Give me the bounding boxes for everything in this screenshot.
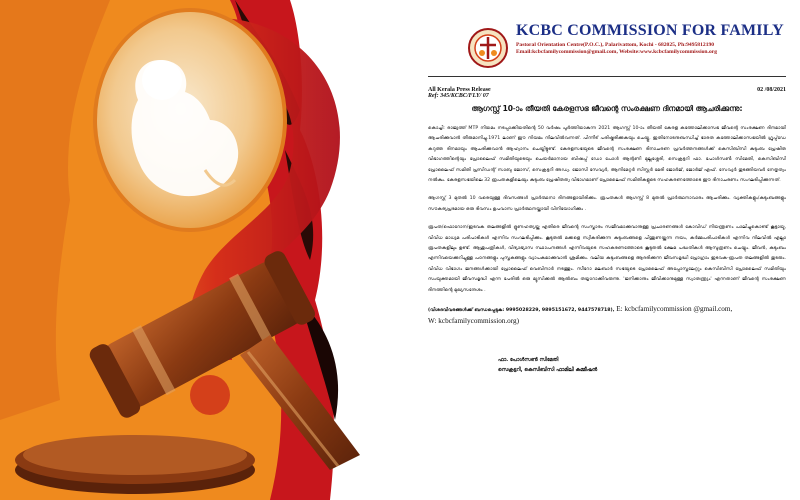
paragraph-3: രൂപത/ഫൊറോന/ഇടവക തലങ്ങളിൽ ഭ്രൂണഹത്യയ്ക്കു എതിരെ ജീവന്റെ സംസ്കാരം സജീവമാക്കുവാനുള്ള പ്രചാരണങ്ങൾ കോവിഡ് നിയന്ത്രണം പാലിച്ചുകൊണ്ട് കൂട്ടായ്മ, വിവിധ മാധ്യമ പരിപാടികൾ എന്നിവ സംഘടിപ്പിക്കും. കൂടുതൽ മക്കളെ സ്വീകരിക്കുന്ന കുടുംബങ്ങളെ പിന്തുണയ്ക്കുന്ന നയം, കർമ്മപരിപാടികൾ എന്നിവ നിലവിൽ എല്ലാ രൂപതകളിലും ഉണ്ട്. ആശുപത്രികൾ, വിദ്യാഭ്യാസ സ്ഥാപനങ്ങൾ എന്നിവയുടെ സഹകരണത്തോടെ കൂടുതൽ ക്ഷേമ പദ്ധതികൾ ആസൂത്രണം ചെയ്യും. ജീവൻ, കുടുംബം എന്നിവയെക്കുറിച്ചുള്ള പഠനങ്ങളും പുസ്തകങ്ങളും വ്യാപകമാക്കുവാൻ ശ്രമിക്കും. വലിയ കുടുംബങ്ങളെ ആദരിക്കുന്ന ജീവസമൃദ്ധി പ്രോഗ്രാം ഇടവക-രൂപത തലങ്ങളിൽ തുടരും. വിവിധ വിഭാഗം ജനങ്ങൾക്കായി പ്രോലൈഫ് വെബിനാർ നടത്തും. സീറോ മലബാർ സഭയുടെ പ്രോലൈഫ് അപ്പോസ്തലേറ്റും കെസിബിസി പ്രോലൈഫ് സമിതിയും സംയുക്തമായി ജീവസമൃദ്ധി എന്ന പേരിൽ ഒരു മ്യൂസിക്കൽ ആൽബം തയ്യാറാക്കിവരുന്നു. 'ജനിക്കാനും ജീവിക്കാനുമുള്ള സ്വാതന്ത്ര്യം' എന്നതാണ് ജീവന്റെ സംരക്ഷണ ദിനത്തിന്റെ മുഖ്യസന്ദേശം .: [428, 225, 786, 293]
kcbc-emblem-icon: [468, 28, 508, 68]
contact-block: [428, 304, 786, 327]
contact-phones: (വിശദവിവരങ്ങൾക്ക് ബന്ധപ്പെടുക: 9995028229, 9895151672, 9447578718),: [428, 308, 615, 314]
organization-contact: Email:kcbcfamilycommission@gmail.com, Website:www.kcbcfamilycommission.org: [516, 49, 718, 55]
organization-address: Pastoral Orientation Centre(P.O.C.), Palarivattom, Kochi - 682025, Ph:9495812190: [516, 42, 715, 48]
press-release-document: [410, 0, 800, 500]
paragraph-2: ആഗസ്റ്റ് 3 മുതൽ 10 വരെയുള്ള ദിവസങ്ങൾ പ്രാർത്ഥനാ ദിനങ്ങളായിരിക്കും. രൂപതകൾ ആഗസ്റ്റ് 8 മുതൽ പ്രാർത്ഥനാവാരം ആചരിക്കും. വ്യക്തികളും/കുടുംബങ്ങളും സൗകര്യപ്രദമായ ഒരു ദിവസം ഉപവാസ പ്രാർത്ഥനയ്ക്കായി വിനിയോഗിക്കും .: [428, 196, 786, 212]
release-date: 02 /08/2021: [757, 87, 786, 93]
letterhead: [428, 22, 786, 68]
release-heading: ആഗസ്റ്റ് 10-ാം തീയതി കേരളസഭ ജീവന്റെ സംരക്ഷണ ദിനമായി ആചരിക്കുന്നു:: [471, 104, 743, 113]
reference-number: Ref: 345/KCBC/FLY/ 07: [428, 93, 489, 99]
contact-email: E: kcbcfamilycommission @gmail.com,: [616, 305, 733, 314]
divider: [428, 76, 786, 77]
paragraph-1: കൊച്ചി: രാജ്യത്ത് MTP നിയമം നടപ്പാക്കിയതിന്റെ 50 വർഷം പൂർത്തിയാകുന്ന 2021 ആഗസ്റ്റ് 10-ാം തീയതി കേരള കത്തോലിക്കാസഭ ജീവന്റെ സംരക്ഷണ ദിനമായി ആചരിക്കുവാൻ തീരുമാനിച്ചു.1971 ലാണ് ഈ നിയമം നിലവിൽവന്നത്. പിന്നീട് പരിഷ്കരിക്കുകയും ചെയ്തു. ഇതിനോടനുബന്ധിച്ച് ഭാരത കത്തോലിക്കാസഭയിൽ ഗ്രൂപ്പ്‌ഡേ കറുത്ത ദിനമായും ആചരിക്കുവാൻ ആഹ്വാനം ചെയ്തിട്ടുണ്ട്. കേരളസഭയുടെ ജീവന്റെ സംരക്ഷണ ദിനാചരണ പ്രവർത്തനങ്ങൾക്ക് കെസിബിസി കുടുംബ പ്രേഷിത വിഭാഗത്തിന്റെയും പ്രോലൈഫ് സമിതിയുടെയും ചെയർമാനായ ബിഷപ്പ് ഡോ പോൾ ആന്റണി മുല്ലശ്ശേരി, സെക്രട്ടറി ഫാ. പോൾസൺ സിമേതി, കെസിബിസി പ്രോലൈഫ് സമിതി പ്രസിഡന്റ് സാബു ജോസ്, സെക്രട്ടറി അഡ്വ. ജോസി സേവ്യർ, ആനിമേറ്റർ സിസ്റ്റർ മേരി ജോർജ്, ജോർജ് എഫ്. സേവ്യർ തുടങ്ങിയവർ നേതൃത്വം നൽകും. കേരളസഭയിലെ 32 രൂപതകളിലെയും കുടുംബ പ്രേഷിതത്വ വിഭാഗമാണ് പ്രോലൈഫ് സമിതികളുടെ സഹകരണത്തോടെ ഈ ദിനാചരണം സംഘടിപ്പിക്കുന്നത്.: [428, 126, 786, 184]
signatory-designation: സെക്രട്ടറി, കെസിബിസി ഫാമിലി കമ്മീഷൻ: [498, 367, 598, 374]
signatory-name: ഫാ. പോൾസൺ സിമേതി: [498, 357, 559, 364]
organization-title: KCBC COMMISSION FOR FAMILY: [516, 22, 784, 39]
release-label: All Kerala Press Release: [428, 87, 491, 93]
release-meta: [428, 87, 786, 99]
contact-website: W: kcbcfamilycommission.org): [428, 317, 520, 326]
signature-block: [428, 355, 786, 375]
